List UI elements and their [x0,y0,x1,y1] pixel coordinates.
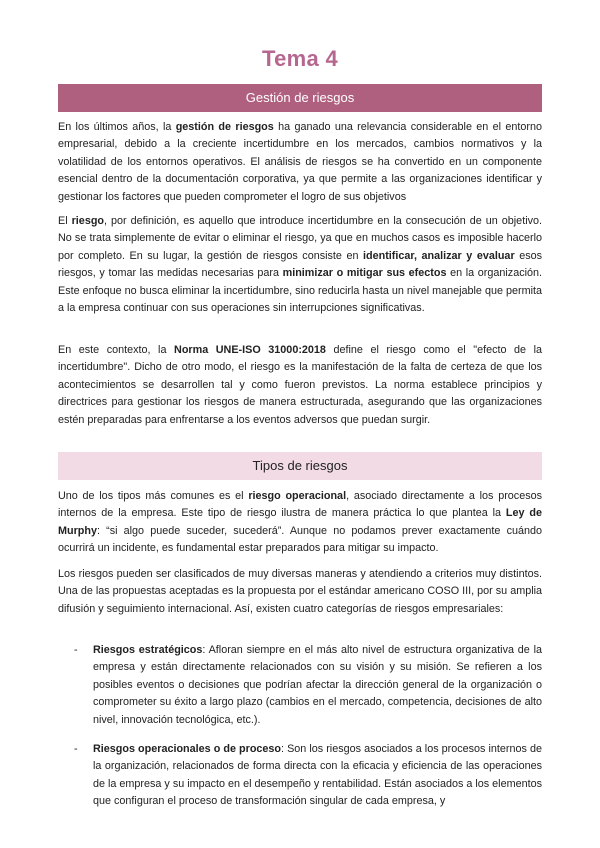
paragraph-riesgo-definicion [58,213,542,317]
paragraph-clasificacion: Los riesgos pueden ser clasificados de muy diversas maneras y atendiendo a criterios muy distintos. Una de las propuestas aceptadas es la propuesta por el estándar americano COSO III, por su amplia difusión y seguimiento internacional. Así, existen cuatro categorías de riesgos empresariales: [58,568,542,615]
p1-bold: gestión de riesgos [175,121,274,133]
p2-g: en la organización. Este enfoque no busca eliminar la incertidumbre, sino reducirla hasta un nivel manejable que permita a la empresa continuar con sus operaciones sin interrupciones significativas. [58,267,543,315]
p4-e: : “si algo puede suceder, sucederá”. Aunque no podamos prever exactamente cuándo ocurrirá un incidente, es fundamental estar preparados para mitigar su impacto. [58,524,542,555]
p3-a: En este contexto, la [58,344,175,356]
p2-a: El [58,215,72,227]
page-title: Tema 4 [262,46,338,71]
p2-bold-identificar: identificar, analizar y evaluar [363,249,515,262]
paragraph-riesgo-operacional [58,488,542,558]
p3-bold-norma: Norma UNE-ISO 31000:2018 [174,344,326,356]
p4-bold-operacional: riesgo operacional [248,490,347,502]
paragraph-intro [58,119,542,206]
bullet-text: : Son los riesgos asociados a los procesos internos de la organización, relacionados de forma directa con la eficacia y eficiencia de las operaciones de la empresa y su impacto en el desempeño y rentabilidad. Están asociados a los elementos que configuran el proceso de transformación singular de cada empresa, y [93,743,542,808]
list-dash: - [74,644,78,656]
p2-bold-riesgo: riesgo [71,215,105,227]
p2-c: , por definición, es aquello que introduce incertidumbre en la consecución de un objetivo. No se trata simplemente de evitar o eliminar el riesgo, ya que en muchos casos es imposible hacerlo por completo. En su lugar, la gestión de riesgos consiste en [58,215,542,262]
bullet-term: Riesgos estratégicos [93,644,203,656]
section-header-tipos: Tipos de riesgos [58,452,542,480]
section-header-gestion: Gestión de riesgos [58,84,542,112]
p4-a: Uno de los tipos más comunes es el [58,490,249,502]
p2-bold-minimizar: minimizar o mitigar sus efectos [282,267,447,280]
p1-c: ha ganado una relevancia considerable en el entorno empresarial, debido a la creciente incertidumbre en los mercados, cambios normativos y la volatilidad de los entornos operativos. El análisis de riesgos se ha convertido en un componente esencial dentro de la documentación corporativa, ya que permite a las organizaciones identificar y gestionar los factores que pueden comprometer el logro de sus objetivos [58,121,542,203]
paragraph-norma [58,342,542,429]
list-dash: - [74,743,78,756]
risk-categories-list [58,642,542,823]
bullet-term: Riesgos operacionales o de proceso [93,743,282,756]
p2-e: esos riesgos, y tomar las medidas necesarias para [58,249,542,280]
p1-a: En los últimos años, la [58,121,176,133]
p4-c: , asociado directamente a los procesos internos de la empresa. Este tipo de riesgo ilustra de manera práctica lo que plantea la [58,490,543,520]
list-item-estrategicos [58,642,542,729]
bullet-text: : Afloran siempre en el más alto nivel de estructura organizativa de la empresa y están directamente relacionados con su visión y su misión. Se refieren a los posibles eventos o decisiones que podrían afectar la dirección general de la organización o comprometer su éxito a largo plazo (cambios en el mercado, competencia, decisiones de alto nivel, innovación tecnológica, etc.). [93,644,542,726]
p4-bold-murphy: Ley de Murphy [58,507,542,537]
list-item-operacionales [58,741,542,811]
p3-c: define el riesgo como el "efecto de la incertidumbre". Dicho de otro modo, el riesgo es la manifestación de la falta de certeza de que los acontecimientos se desarrollen tal y como fueron previstos. La norma establece principios y directrices para gestionar los riesgos de manera estructurada, asegurando que las organizaciones estén preparadas para enfrentarse a los eventos adversos que puedan surgir. [58,344,542,426]
